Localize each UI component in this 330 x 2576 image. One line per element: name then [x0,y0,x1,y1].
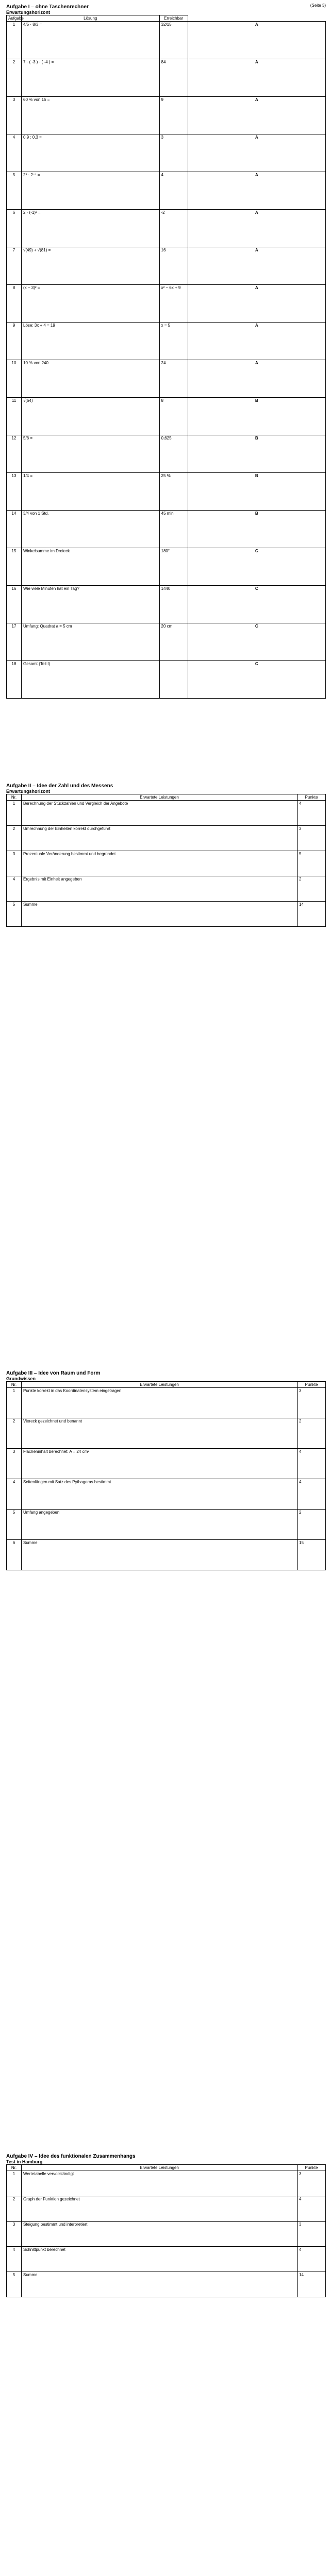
table-cell: 4 [7,134,22,172]
table-cell: 16 [159,247,188,285]
table-cell: 1440 [159,586,188,623]
table-row [7,323,326,360]
table-header: Nr. [7,1382,22,1388]
table-cell: 3 [7,1449,22,1479]
table-cell: 4 [7,876,22,902]
table-cell: 3 [7,2222,22,2247]
table-cell: Winkelsumme im Dreieck [22,548,160,586]
answer-table [6,15,326,699]
table-cell: 7 · ( -3 ) · ( -4 ) = [22,59,160,97]
table-cell: 3 [298,1388,326,1418]
table-cell: B [188,398,326,435]
section-subtitle: Erwartungshorizont [6,10,50,15]
table-cell [159,661,188,699]
table-cell: Summe [22,902,298,927]
table-cell: 4 [7,2247,22,2272]
table-cell: 14 [7,511,22,548]
table-cell: A [188,285,326,323]
table-cell: √(49) + √(81) = [22,247,160,285]
table-cell: 8 [159,398,188,435]
table-cell: x = 5 [159,323,188,360]
table-cell: 13 [7,473,22,511]
section-2 [6,783,326,927]
table-row [7,1418,326,1449]
table-cell: 5 [7,2272,22,2297]
table-cell: 2 [298,876,326,902]
answer-table [6,1381,326,1570]
table-cell: C [188,548,326,586]
table-header: Punkte [298,1382,326,1388]
table-header: Nr. [7,794,22,801]
table-cell: Berechnung der Stückzahlen und Vergleich der Angebote [22,801,298,826]
table-row [7,876,326,902]
table-cell: 2 [298,1510,326,1540]
table-cell: 9 [7,323,22,360]
table-cell: 16 [7,586,22,623]
table-cell: (x − 3)² = [22,285,160,323]
table-cell: 14 [298,902,326,927]
table-cell: Graph der Funktion gezeichnet [22,2196,298,2222]
table-cell: 32/15 [159,22,188,59]
table-cell: 1/4 = [22,473,160,511]
table-cell: 7 [7,247,22,285]
table-header: Erwartete Leistungen [22,794,298,801]
table-row [7,247,326,285]
table-cell: Seitenlängen mit Satz des Pythagoras bestimmt [22,1479,298,1510]
table-cell: 4 [298,801,326,826]
table-header: Punkte [298,2165,326,2171]
table-cell: 180° [159,548,188,586]
table-cell: 2 [7,2196,22,2222]
table-cell: A [188,97,326,134]
table-cell: 1 [7,801,22,826]
table-cell: 25 % [159,473,188,511]
table-cell: Gesamt (Teil I) [22,661,160,699]
table-cell: Umrechnung der Einheiten korrekt durchgeführt [22,826,298,851]
table-cell: Punkte korrekt in das Koordinatensystem eingetragen [22,1388,298,1418]
table-cell: 1 [7,1388,22,1418]
table-cell: A [188,247,326,285]
table-cell: A [188,59,326,97]
table-cell: Schnittpunkt berechnet [22,2247,298,2272]
table-cell: 11 [7,398,22,435]
section-1 [6,4,326,699]
table-row [7,1510,326,1540]
table-row [7,801,326,826]
table-cell: √(64) [22,398,160,435]
table-cell: 45 min [159,511,188,548]
table-cell: 18 [7,661,22,699]
table-cell: C [188,661,326,699]
table-cell: 2 · (-1)³ = [22,210,160,247]
table-cell: Wertetabelle vervollständigt [22,2171,298,2196]
table-row [7,1540,326,1570]
table-cell: 12 [7,435,22,473]
section-title: Aufgabe IV – Idee des funktionalen Zusammenhangs [6,2154,136,2159]
answer-table [6,2164,326,2297]
table-cell: 4 [7,1479,22,1510]
table-cell: 5 [7,1510,22,1540]
table-cell: B [188,511,326,548]
table-cell: 4 [298,1449,326,1479]
table-row [7,134,326,172]
table-row [7,59,326,97]
table-cell: 2 [298,1418,326,1449]
table-row [7,661,326,699]
table-cell: 4/5 · 8/3 = [22,22,160,59]
table-cell: 2 [7,826,22,851]
table-row [7,623,326,661]
table-cell: 1 [7,22,22,59]
table-cell: Flächeninhalt berechnet: A = 24 cm² [22,1449,298,1479]
table-row [7,511,326,548]
table-cell: 24 [159,360,188,398]
table-cell: 5 [7,902,22,927]
table-cell: 3 [7,97,22,134]
table-cell: 17 [7,623,22,661]
table-cell: 9 [159,97,188,134]
section-title: Aufgabe I – ohne Taschenrechner [6,4,89,10]
table-cell: A [188,360,326,398]
table-row [7,97,326,134]
table-cell: 2³ · 2⁻¹ = [22,172,160,210]
table-cell: 3/4 von 1 Std. [22,511,160,548]
table-cell: 15 [298,1540,326,1570]
table-cell: 0,625 [159,435,188,473]
table-row [7,2272,326,2297]
table-cell: B [188,473,326,511]
table-row [7,473,326,511]
table-row [7,826,326,851]
table-row [7,1388,326,1418]
answer-table [6,794,326,927]
table-cell: 1 [7,2171,22,2196]
table-cell: Steigung bestimmt und interpretiert [22,2222,298,2247]
table-header: Erwartete Leistungen [22,1382,298,1388]
table-cell: 3 [7,851,22,876]
table-header: Nr. [7,2165,22,2171]
table-cell: 4 [298,2196,326,2222]
table-cell: Prozentuale Veränderung bestimmt und begründet [22,851,298,876]
table-header: Erreichbar [159,15,188,22]
table-row [7,285,326,323]
table-row [7,360,326,398]
table-row [7,586,326,623]
table-cell: A [188,323,326,360]
table-row [7,2171,326,2196]
table-header: Lösung [22,15,160,22]
table-cell: 3 [298,826,326,851]
table-cell: C [188,623,326,661]
table-cell: 10 % von 240 [22,360,160,398]
table-cell: 15 [7,548,22,586]
table-row [7,1449,326,1479]
table-cell: 5 [7,172,22,210]
table-row [7,172,326,210]
table-cell: Ergebnis mit Einheit angegeben [22,876,298,902]
table-cell: 60 % von 15 = [22,97,160,134]
table-cell: Umfang: Quadrat a = 5 cm [22,623,160,661]
table-row [7,435,326,473]
section-title: Aufgabe II – Idee der Zahl und des Messens [6,783,113,789]
section-subtitle: Erwartungshorizont [6,789,50,794]
table-row [7,2196,326,2222]
table-cell: Viereck gezeichnet und benannt [22,1418,298,1449]
table-row [7,902,326,927]
table-cell: 5/8 = [22,435,160,473]
section-title: Aufgabe III – Idee von Raum und Form [6,1370,101,1376]
table-row [7,2222,326,2247]
section-subtitle: Test in Hamburg [6,2159,43,2164]
table-row [7,210,326,247]
table-cell: 3 [298,2171,326,2196]
table-row [7,2247,326,2272]
table-cell: 4 [159,172,188,210]
table-row [7,22,326,59]
table-cell: A [188,172,326,210]
table-cell: A [188,134,326,172]
table-cell: C [188,586,326,623]
table-cell: 10 [7,360,22,398]
table-header: Aufgabe [7,15,22,22]
table-cell: Summe [22,1540,298,1570]
table-cell: Summe [22,2272,298,2297]
table-cell: 5 [298,851,326,876]
table-cell: 2 [7,1418,22,1449]
table-cell: Löse: 3x + 4 = 19 [22,323,160,360]
table-cell: x² − 6x + 9 [159,285,188,323]
table-cell: 3 [159,134,188,172]
table-cell: 0,9 : 0,3 = [22,134,160,172]
section-3 [6,1370,326,1570]
table-cell: B [188,435,326,473]
section-subtitle: Grundwissen [6,1376,36,1381]
table-cell: 2 [7,59,22,97]
table-cell: 14 [298,2272,326,2297]
table-row [7,548,326,586]
table-header: Erwartete Leistungen [22,2165,298,2171]
page-number: (Seite 3) [310,3,326,8]
section-4 [6,2154,326,2297]
table-cell: A [188,22,326,59]
table-cell: A [188,210,326,247]
table-row [7,1479,326,1510]
table-cell: 84 [159,59,188,97]
table-cell: Umfang angegeben [22,1510,298,1540]
table-cell: Wie viele Minuten hat ein Tag? [22,586,160,623]
table-cell: 4 [298,2247,326,2272]
table-cell: 8 [7,285,22,323]
table-row [7,398,326,435]
table-row [7,851,326,876]
table-cell: -2 [159,210,188,247]
table-cell: 4 [298,1479,326,1510]
table-cell: 6 [7,1540,22,1570]
table-cell: 20 cm [159,623,188,661]
table-cell: 3 [298,2222,326,2247]
table-cell: 6 [7,210,22,247]
table-header: Punkte [298,794,326,801]
